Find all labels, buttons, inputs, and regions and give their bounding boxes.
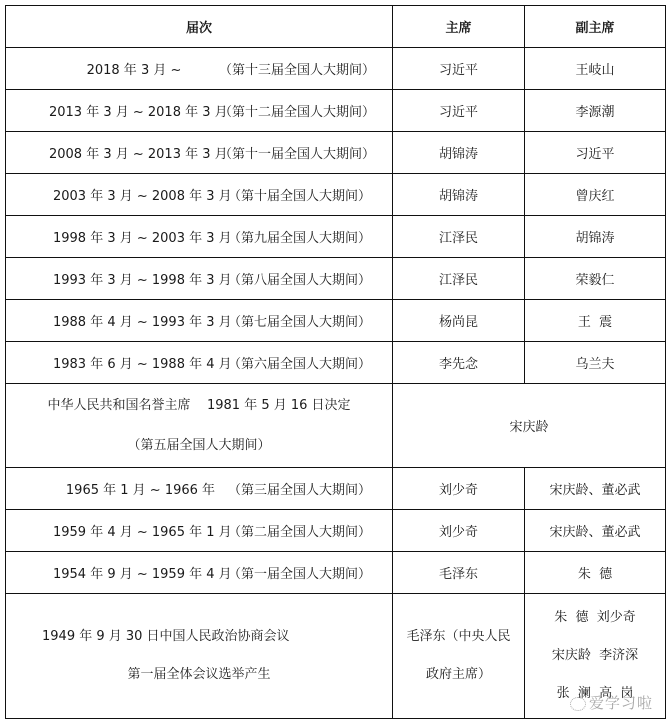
term-congress: （第十一届全国人大期间）: [218, 147, 375, 162]
term-cell: [6, 132, 393, 174]
vice-cell: 曾庆红: [525, 174, 666, 216]
first-vice-line-1: 朱 德 刘少奇: [554, 610, 636, 625]
term-date: 1965 年 1 月 ~ 1966 年: [65, 483, 216, 498]
term-congress: （第十二届全国人大期间）: [218, 105, 375, 120]
term-cell: [6, 552, 393, 594]
term-congress: （第一届全国人大期间）: [227, 567, 371, 582]
table-row: [6, 174, 666, 216]
honorary-line-1: 中华人民共和国名誉主席 1981 年 5 月 16 日决定: [47, 397, 351, 413]
term-cell: [6, 300, 393, 342]
vice-cell: 王 震: [525, 300, 666, 342]
chairman-cell: 江泽民: [393, 258, 525, 300]
first-term-line-1: 1949 年 9 月 30 日中国人民政治协商会议: [42, 629, 290, 644]
honorary-row: [6, 384, 666, 468]
watermark: [570, 692, 653, 713]
chairman-cell: 刘少奇: [393, 468, 525, 510]
table-row: [6, 552, 666, 594]
chairman-cell: 习近平: [393, 90, 525, 132]
first-term-line-2: 第一届全体会议选举产生: [127, 667, 271, 682]
term-cell: [6, 468, 393, 510]
term-date: 1993 年 3 月 ~ 1998 年 3 月: [52, 273, 232, 288]
term-cell: [6, 342, 393, 384]
table-row: [6, 468, 666, 510]
term-congress: （第七届全国人大期间）: [227, 315, 371, 330]
chairman-cell: 刘少奇: [393, 510, 525, 552]
first-chairman-line-2: 政府主席）: [425, 667, 491, 682]
vice-cell: 胡锦涛: [525, 216, 666, 258]
term-cell: [6, 90, 393, 132]
table-row: [6, 300, 666, 342]
term-date: 2008 年 3 月 ~ 2013 年 3 月: [48, 147, 228, 162]
term-congress: （第十三届全国人大期间）: [218, 63, 375, 78]
term-congress: （第九届全国人大期间）: [227, 231, 371, 246]
term-date: 1959 年 4 月 ~ 1965 年 1 月: [52, 525, 232, 540]
term-date: 1983 年 6 月 ~ 1988 年 4 月: [52, 357, 232, 372]
term-cell: [6, 510, 393, 552]
term-date: 1998 年 3 月 ~ 2003 年 3 月: [52, 231, 232, 246]
header-term: 届次: [6, 6, 393, 48]
chairman-cell: 杨尚昆: [393, 300, 525, 342]
chairman-cell: 江泽民: [393, 216, 525, 258]
vice-cell: 宋庆龄、董必武: [525, 468, 666, 510]
vice-cell: 习近平: [525, 132, 666, 174]
vice-cell: 荣毅仁: [525, 258, 666, 300]
chairman-cell: 习近平: [393, 48, 525, 90]
first-vice-line-3: 张 澜 高 岗: [556, 686, 634, 701]
chairman-cell: 毛泽东: [393, 552, 525, 594]
vice-chairman-table: [5, 5, 666, 719]
term-date: 2013 年 3 月 ~ 2018 年 3 月: [48, 105, 228, 120]
header-chairman: 主席: [393, 6, 525, 48]
chairman-cell: 胡锦涛: [393, 174, 525, 216]
vice-cell: 朱 德: [525, 552, 666, 594]
term-date: 1988 年 4 月 ~ 1993 年 3 月: [52, 315, 232, 330]
vice-cell: 王岐山: [525, 48, 666, 90]
term-date: 1954 年 9 月 ~ 1959 年 4 月: [52, 567, 232, 582]
honorary-person-cell: 宋庆龄: [393, 384, 666, 468]
vice-cell: 李源潮: [525, 90, 666, 132]
term-congress: （第八届全国人大期间）: [227, 273, 371, 288]
chairman-cell: 胡锦涛: [393, 132, 525, 174]
term-cell: [6, 48, 393, 90]
table-row: [6, 48, 666, 90]
first-chairman-cell: [393, 594, 525, 719]
term-congress: （第三届全国人大期间）: [227, 483, 371, 498]
term-congress: （第二届全国人大期间）: [227, 525, 371, 540]
table-row: [6, 510, 666, 552]
first-government-row: [6, 594, 666, 719]
header-vice-chairman: 副主席: [525, 6, 666, 48]
first-chairman-line-1: 毛泽东（中央人民: [406, 629, 511, 644]
term-date: 2018 年 3 月 ~: [86, 63, 182, 78]
table-row: [6, 90, 666, 132]
honorary-line-2: （第五届全国人大期间）: [127, 437, 271, 453]
first-vice-line-2: 宋庆龄 李济深: [551, 648, 639, 663]
header-row: [6, 6, 666, 48]
term-cell: [6, 258, 393, 300]
table-row: [6, 132, 666, 174]
term-cell: [6, 174, 393, 216]
chairman-cell: 李先念: [393, 342, 525, 384]
term-congress: （第十届全国人大期间）: [227, 189, 371, 204]
honorary-term-cell: [6, 384, 393, 468]
table-row: [6, 216, 666, 258]
vice-cell: 乌兰夫: [525, 342, 666, 384]
first-term-cell: [6, 594, 393, 719]
term-cell: [6, 216, 393, 258]
term-congress: （第六届全国人大期间）: [227, 357, 371, 372]
table-row: [6, 258, 666, 300]
vice-cell: 宋庆龄、董必武: [525, 510, 666, 552]
watermark-text: 爱学习啦: [588, 694, 653, 712]
term-date: 2003 年 3 月 ~ 2008 年 3 月: [52, 189, 232, 204]
wechat-icon: [570, 697, 586, 711]
table-row: [6, 342, 666, 384]
